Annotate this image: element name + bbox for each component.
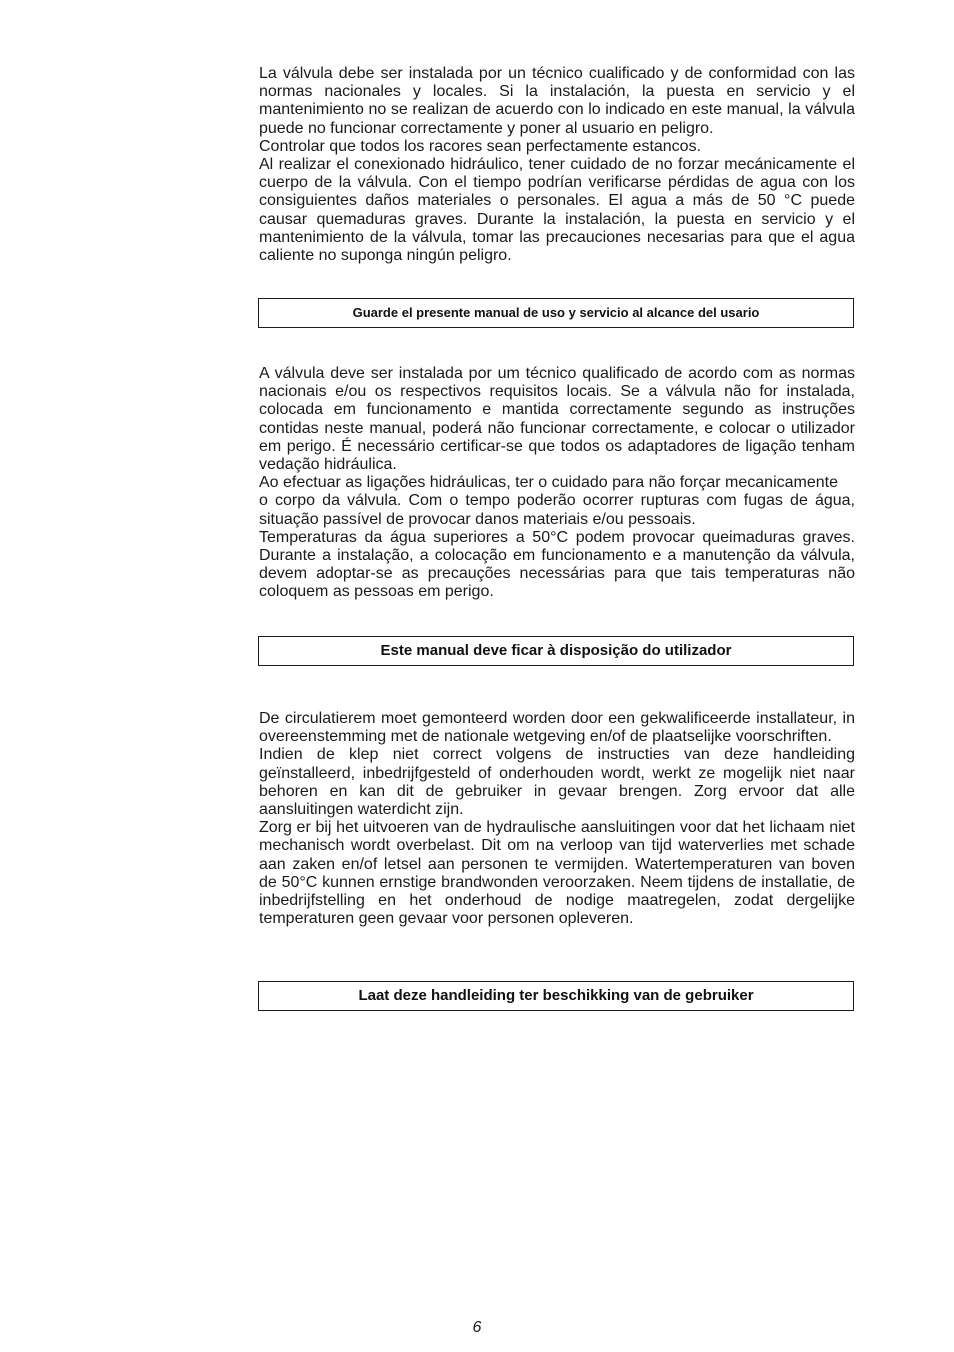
- spanish-paragraph-1: La válvula debe ser instalada por un técnico cualificado y de conformidad con las normas nacionales y locales. Si la instalación, la puesta en servicio y el mantenimiento no se realizan de acuerdo con lo indicado en este manual, la válvula puede no funcionar correctamente y poner al usuario en peligro.: [259, 65, 855, 137]
- spanish-paragraph-2: Controlar que todos los racores sean perfectamente estancos.: [259, 137, 702, 155]
- portuguese-notice-box: Este manual deve ficar à disposição do utilizador: [258, 636, 854, 666]
- dutch-paragraph-3: Zorg er bij het uitvoeren van de hydraulische aansluitingen voor dat het lichaam niet mechanisch wordt overbelast. Dit om na verloop van tijd waterverlies met schade aan zaken en/of letsel aan personen te vermijden. Watertemperaturen van boven de 50°C kunnen ernstige brandwonden veroorzaken. Neem tijdens de installatie, de inbedrijfstelling en het onderhoud de nodige maatregelen, zodat dergelijke temperaturen geen gevaar voor personen opleveren.: [259, 819, 855, 928]
- spanish-paragraph-3: Al realizar el conexionado hidráulico, tener cuidado de no forzar mecánicamente el cuerpo de la válvula. Con el tiempo podrían verificarse pérdidas de agua con los consiguientes daños materiales o personales. El agua a más de 50 °C puede causar quemaduras graves. Durante la instalación, la puesta en servicio y el mantenimiento de la válvula, tomar las precauciones necesarias para que el agua caliente no suponga ningún peligro.: [259, 156, 855, 265]
- portuguese-paragraph-2: Ao efectuar as ligações hidráulicas, ter o cuidado para não forçar mecanicamente: [259, 474, 838, 492]
- dutch-paragraph-1: De circulatierem moet gemonteerd worden door een gekwalificeerde installateur, in overeenstemming met de nationale wetgeving en/of de plaatselijke voorschriften.: [259, 710, 855, 746]
- portuguese-section: [259, 365, 855, 602]
- dutch-paragraph-2: Indien de klep niet correct volgens de instructies van deze handleiding geïnstalleerd, inbedrijfgesteld of onderhouden wordt, werkt ze mogelijk niet naar behoren en kan dit de gebruiker in gevaar brengen. Zorg ervoor dat alle aansluitingen waterdicht zijn.: [259, 746, 855, 819]
- spanish-section: [259, 65, 855, 265]
- spanish-notice-box: Guarde el presente manual de uso y servicio al alcance del usario: [258, 298, 854, 328]
- portuguese-paragraph-3: o corpo da válvula. Com o tempo poderão ocorrer rupturas com fugas de água, situação passível de provocar danos materiais e/ou pessoais.: [259, 492, 855, 528]
- page-number: 6: [472, 1319, 482, 1336]
- portuguese-paragraph-4: Temperaturas da água superiores a 50°C podem provocar queimaduras graves. Durante a instalação, a colocação em funcionamento e a manutenção da válvula, devem adoptar-se as precauções necessárias para que tais temperaturas não coloquem as pessoas em perigo.: [259, 528, 855, 601]
- portuguese-paragraph-1: A válvula deve ser instalada por um técnico qualificado de acordo com as normas nacionais e/ou os respectivos requisitos locais. Se a válvula não for instalada, colocada em funcionamento e mantida correctamente segundo as instruções contidas neste manual, poderá não funcionar correctamente, e colocar o utilizador em perigo. É necessário certificar-se que todos os adaptadores de ligação tenham vedação hidráulica.: [259, 365, 855, 474]
- dutch-section: [259, 710, 855, 928]
- dutch-notice-box: Laat deze handleiding ter beschikking van de gebruiker: [258, 981, 854, 1011]
